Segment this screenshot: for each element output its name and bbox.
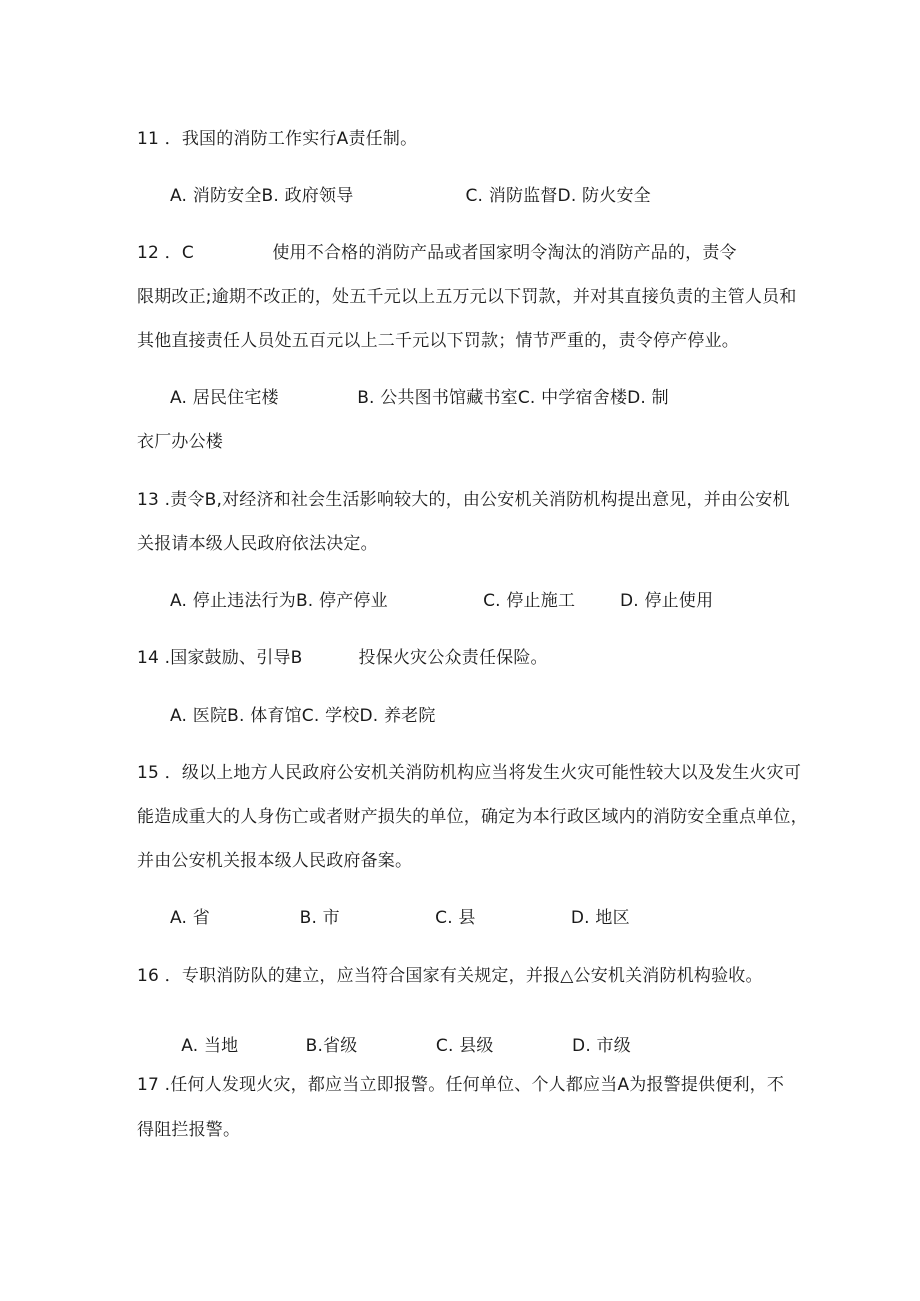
q13-options: A. 停止违法行为B. 停产停业 C. 停止施工 D. 停止使用 [170, 591, 714, 611]
q14-options: A. 医院B. 体育馆C. 学校D. 养老院 [170, 706, 436, 726]
q12-line-2: 限期改正;逾期不改正的，处五千元以上五万元以下罚款，并对其直接负责的主管人员和 [137, 287, 797, 307]
q15-line-3: 并由公安机关报本级人民政府备案。 [137, 851, 413, 871]
q13-line-1: 13 .责令B,对经济和社会生活影响较大的，由公安机关消防机构提出意见，并由公安机 [137, 490, 790, 510]
q17-line-1: 17 .任何人发现火灾，都应当立即报警。任何单位、个人都应当A为报警提供便利，不 [137, 1075, 785, 1095]
q11-line-1: 11 ．我国的消防工作实行A责任制。 [137, 129, 418, 149]
q15-line-2: 能造成重大的人身伤亡或者财产损失的单位，确定为本行政区域内的消防安全重点单位， [137, 807, 808, 827]
q12-line-1: 12 ．C 使用不合格的消防产品或者国家明令淘汰的消防产品的，责令 [137, 243, 737, 263]
q16-options: A. 当地 B.省级 C. 县级 D. 市级 [170, 1036, 631, 1056]
q15-line-1: 15 ．级以上地方人民政府公安机关消防机构应当将发生火灾可能性较大以及发生火灾可 [137, 763, 802, 783]
q15-options: A. 省 B. 市 C. 县 D. 地区 [170, 908, 630, 928]
q13-line-2: 关报请本级人民政府依法决定。 [137, 534, 378, 554]
q14-line-1: 14 .国家鼓励、引导B 投保火灾公众责任保险。 [137, 648, 548, 668]
q16-line-1: 16 ．专职消防队的建立，应当符合国家有关规定，并报△公安机关消防机构验收。 [137, 966, 763, 986]
q12-line-3: 其他直接责任人员处五百元以上二千元以下罚款；情节严重的，责令停产停业。 [137, 331, 739, 351]
q17-line-2: 得阻拦报警。 [137, 1120, 241, 1140]
q12-options: A. 居民住宅楼 B. 公共图书馆藏书室C. 中学宿舍楼D. 制 [170, 388, 669, 408]
q11-options: A. 消防安全B. 政府领导 C. 消防监督D. 防火安全 [170, 186, 651, 206]
q12-options-cont: 衣厂办公楼 [137, 432, 223, 452]
